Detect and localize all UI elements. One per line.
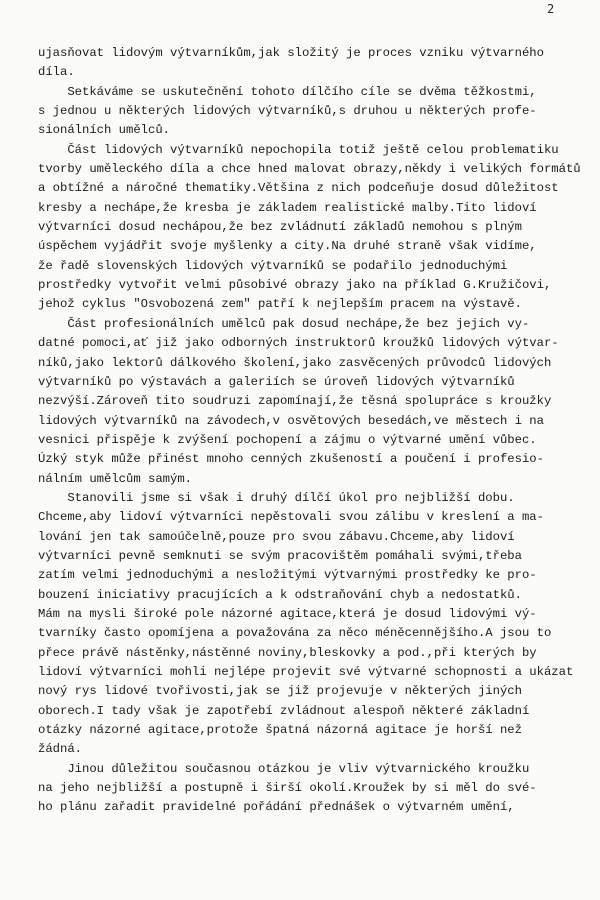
- text-line: tvarníky často opomíjena a považována za něco méněcennějšího.A jsou to: [38, 626, 552, 641]
- typewritten-body: [38, 44, 600, 818]
- text-line: Setkáváme se uskutečnění tohoto dílčího cíle se dvěma těžkostmi,: [38, 84, 537, 99]
- text-line: výtvarníci dosud nechápou,že bez zvládnutí základů nemohou s plným: [38, 220, 522, 235]
- text-line: datné pomoci,ať již jako odborných instruktorů kroužků lidových výtvar-: [38, 336, 559, 351]
- text-line: Mám na mysli široké pole názorné agitace,která je dosud lidovými vý-: [38, 606, 537, 621]
- text-line: zatím velmi jednoduchými a nesložitými výtvarnými prostředky ke pro-: [38, 568, 537, 583]
- text-line: Chceme,aby lidoví výtvarníci nepěstovali svou zálibu v kreslení a ma-: [38, 510, 544, 525]
- text-line: úspěchem vyjádřit svoje myšlenky a city.Na druhé straně však vidíme,: [38, 239, 537, 254]
- text-line: lidoví výtvarníci mohli nejlépe projevit své výtvarné schopnosti a ukázat: [38, 665, 574, 679]
- text-line: prostředky vytvořit velmi působivé obrazy jako na příklad G.Kružičovi,: [38, 278, 552, 293]
- text-line: lidových výtvarníků na závodech,v osvětových besedách,ve městech i na: [38, 413, 544, 428]
- text-line: nezvýší.Zároveň tito soudruzi zapomínají,že těsná spolupráce s kroužky: [38, 394, 552, 409]
- text-line: lování jen tak samoúčelně,pouze pro svou zábavu.Chceme,aby lidoví: [38, 529, 515, 544]
- text-line: nálním umělcům samým.: [38, 471, 192, 486]
- text-line: tvorby uměleckého díla a chce hned malovat obrazy,někdy i velikých formátů: [38, 162, 581, 177]
- text-line: nový rys lidové tvořivosti,jak se již projevuje v některých jiných: [38, 684, 522, 699]
- text-line: Část lidových výtvarníků nepochopila totiž ještě celou problematiku: [38, 142, 559, 157]
- text-line: oborech.I tady však je zapotřebí zvládnout alespoň některé základní: [38, 703, 530, 718]
- text-line: jehož cyklus "Osvobozená zem" patří k nejlepším pracem na výstavě.: [38, 297, 522, 312]
- text-line: s jednou u některých lidových výtvarníků,s druhou u některých profe-: [38, 104, 537, 119]
- text-line: Stanovili jsme si však i druhý dílčí úkol pro nejbližší dobu.: [38, 490, 515, 505]
- text-line: Úzký styk může přinést mnoho cenných zkušeností a poučení i profesio-: [38, 452, 544, 467]
- text-line: díla.: [38, 65, 75, 80]
- text-line: výtvarníci pevně semknuti se svým pracovištěm pomáhali svými,třeba: [38, 548, 522, 563]
- text-line: přece právě nástěnky,nástěnné noviny,bleskovky a pod.,při kterých by: [38, 645, 537, 660]
- text-line: ujasňovat lidovým výtvarníkům,jak složitý je proces vzniku výtvarného: [38, 46, 544, 60]
- text-line: výtvarníků po výstavách a galeriích se úroveň lidových výtvarníků: [38, 374, 515, 389]
- page-number: 2: [547, 2, 555, 16]
- text-line: níků,jako lektorů dálkového školení,jako zasvěcených průvodců lidových: [38, 355, 552, 370]
- text-line: na jeho nejbližší a postupně i širší okolí.Kroužek by si měl do své-: [38, 781, 537, 796]
- text-line: sionálních umělců.: [38, 123, 170, 138]
- text-line: bouzení iniciativy pracujících a k odstraňování chyb a nedostatků.: [38, 587, 522, 602]
- text-line: otázky názorné agitace,protože špatná názorná agitace je horší než: [38, 723, 522, 738]
- text-line: že řadě slovenských lidových výtvarníků se podařilo jednoduchými: [38, 258, 508, 273]
- text-line: vesnici přispěje k zvýšení pochopení a zájmu o výtvarné umění vůbec.: [38, 432, 537, 447]
- text-line: ho plánu zařadit pravidelné pořádání přednášek o výtvarném umění,: [38, 800, 515, 815]
- text-line: Jinou důležitou současnou otázkou je vliv výtvarnického kroužku: [38, 761, 530, 776]
- text-line: a obtížné a náročné thematiky.Většina z nich podceňuje dosud důležitost: [38, 181, 559, 196]
- text-line: žádná.: [38, 742, 82, 757]
- text-line: kresby a nechápe,že kresba je základem realistické malby.Tito lidoví: [38, 200, 537, 215]
- text-line: Část profesionálních umělců pak dosud nechápe,že bez jejich vy-: [38, 316, 530, 331]
